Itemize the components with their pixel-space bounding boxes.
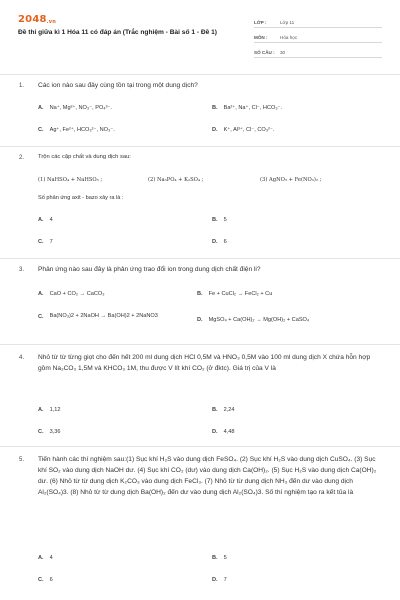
option-label: D. (212, 429, 218, 435)
exam-meta (254, 14, 382, 59)
option-d[interactable] (212, 429, 234, 435)
reaction-pair-2: (2) Na₃PO₄ + K₂SO₄ ; (148, 177, 204, 183)
option-text: 3,36 (49, 429, 61, 435)
option-label: D. (212, 239, 218, 245)
option-text: 6 (223, 239, 227, 245)
option-d[interactable] (197, 317, 309, 323)
option-label: D. (212, 577, 218, 583)
option-text: 5 (223, 555, 227, 561)
option-label: B. (212, 217, 218, 223)
option-c[interactable] (38, 311, 168, 322)
option-d[interactable] (212, 127, 274, 133)
option-label: B. (212, 555, 218, 561)
option-text: K⁺, Al³⁺, Cl⁻, CO₃²⁻. (223, 127, 275, 133)
question-number: 5. (19, 457, 25, 463)
option-text: Fe + CuCl₂ → FeCl₂ + Cu (208, 291, 273, 297)
meta-value: 30 (280, 49, 286, 55)
option-a[interactable] (38, 555, 53, 561)
option-label: C. (38, 239, 44, 245)
option-text: 4,48 (223, 429, 235, 435)
option-text: 6 (49, 577, 53, 583)
question-number: 4. (19, 355, 25, 361)
option-text: 7 (223, 577, 227, 583)
option-label: A. (38, 407, 44, 413)
option-b[interactable] (212, 555, 227, 561)
option-text: MgSO₄ + Ca(OH)₂ → Mg(OH)₂ + CaSO₄ (208, 317, 310, 323)
option-text: Ba²⁺, Na⁺, Cl⁻, HCO₃⁻. (223, 105, 283, 111)
option-b[interactable] (212, 217, 227, 223)
question-2 (0, 146, 400, 254)
meta-label: MÔN : (254, 34, 268, 40)
question-5 (0, 446, 400, 600)
option-text: 2,24 (223, 407, 235, 413)
question-number: 3. (19, 267, 25, 273)
meta-row-class (254, 14, 382, 28)
option-label: A. (38, 105, 44, 111)
exam-title: Đề thi giữa kì 1 Hóa 11 có đáp án (Trắc nghiệm - Bài số 1 - Đề 1) (18, 29, 217, 36)
reaction-pair-1: (1) NaHSO₄ + NaHSO₃ ; (38, 177, 103, 183)
meta-value: Lớp 11 (280, 19, 295, 25)
site-logo[interactable] (18, 14, 56, 25)
option-text: Na⁺, Mg²⁺, NO₃⁻, PO₄³⁻. (49, 105, 112, 111)
option-label: A. (38, 291, 44, 297)
logo-text: 2048 (18, 14, 47, 25)
option-label: A. (38, 217, 44, 223)
option-text: 4 (49, 217, 53, 223)
meta-label: SỐ CÂU : (254, 49, 275, 55)
option-a[interactable] (38, 407, 60, 413)
option-c[interactable] (38, 429, 60, 435)
meta-row-count (254, 44, 382, 58)
question-text: Nhỏ từ từ từng giọt cho đến hết 200 ml dung dịch HCl 0,5M và HNO₃ 0,5M vào 100 ml dung dịch X chứa hỗn hợp gồm Na₂CO₃ 1,5M và KHCO₃ 1M, thu được V lít khí CO₂ (ở đktc). Giá trị của V là (38, 354, 371, 372)
option-d[interactable] (212, 577, 227, 583)
option-text: Ag⁺, Fe²⁺, HCO₃²⁻, NO₃⁻. (49, 127, 115, 133)
question-note: Số phản ứng axit - bazo xảy ra là : (38, 195, 124, 201)
option-text: Ba(NO₃)2 + 2NaOH → Ba(OH)2 + 2NaNO3 (49, 313, 158, 319)
option-label: A. (38, 555, 44, 561)
question-text: Các ion nào sau đây cùng tồn tại trong một dung dịch? (38, 82, 198, 89)
question-number: 2. (19, 155, 25, 161)
option-text: CaO + CO₂ → CaCO₃ (49, 291, 105, 297)
option-c[interactable] (38, 127, 115, 133)
question-text: Trộn các cặp chất và dung dịch sau: (38, 154, 131, 160)
option-label: B. (212, 105, 218, 111)
option-d[interactable] (212, 239, 227, 245)
question-4 (0, 344, 400, 442)
question-text: Tiến hành các thí nghiệm sau:(1) Sục khí H₂S vào dung dịch FeSO₄. (2) Sục khí H₂S vào dung dịch CuSO₄. (3) Sục khí SO₂ vào dung dịch NaOH dư. (4) Sục khí CO₂ (dư) vào dung dịch Ca(OH)₂. (5) Sục H₂S vào dung dịch Ca(OH)₂ dư. (6) Nhỏ từ từ dung dịch K₂CO₃ vào dung dịch FeCl₃. (7) Nhỏ từ từ dung dịch NH₃ đến dư vào dung dịch Al₂(SO₄)3. (8) Nhỏ từ từ dung dịch Ba(OH)₂ đến dư vào dung dịch Al₂(SO₄)3. Số thí nghiệm tạo ra kết tủa là (38, 456, 377, 496)
option-label: C. (38, 127, 44, 133)
option-label: D. (197, 317, 203, 323)
option-a[interactable] (38, 217, 53, 223)
option-b[interactable] (212, 407, 234, 413)
option-label: D. (212, 127, 218, 133)
option-c[interactable] (38, 577, 53, 583)
meta-label: LỚP : (254, 19, 267, 25)
question-1 (0, 74, 400, 146)
option-label: C. (38, 577, 44, 583)
question-number: 1. (19, 83, 25, 89)
option-label: B. (197, 291, 203, 297)
meta-row-subject (254, 29, 382, 43)
exam-header (0, 0, 400, 68)
question-3 (0, 258, 400, 342)
option-text: 1,12 (49, 407, 61, 413)
option-label: C. (38, 313, 44, 320)
option-b[interactable] (212, 105, 282, 111)
question-text: Phản ứng nào sau đây là phản ứng trao đổi ion trong dung dịch chất điện li? (38, 266, 261, 273)
option-label: C. (38, 429, 44, 435)
meta-value: Hóa học (280, 34, 298, 40)
option-text: 5 (223, 217, 227, 223)
option-c[interactable] (38, 239, 53, 245)
option-b[interactable] (197, 291, 272, 297)
option-a[interactable] (38, 105, 112, 111)
option-text: 7 (49, 239, 53, 245)
option-label: B. (212, 407, 218, 413)
logo-tld: .vn (46, 19, 56, 25)
reaction-pair-3: (3) AgNO₃ + Fe(NO₃)₂ ; (260, 177, 322, 183)
option-a[interactable] (38, 291, 105, 297)
option-text: 4 (49, 555, 53, 561)
